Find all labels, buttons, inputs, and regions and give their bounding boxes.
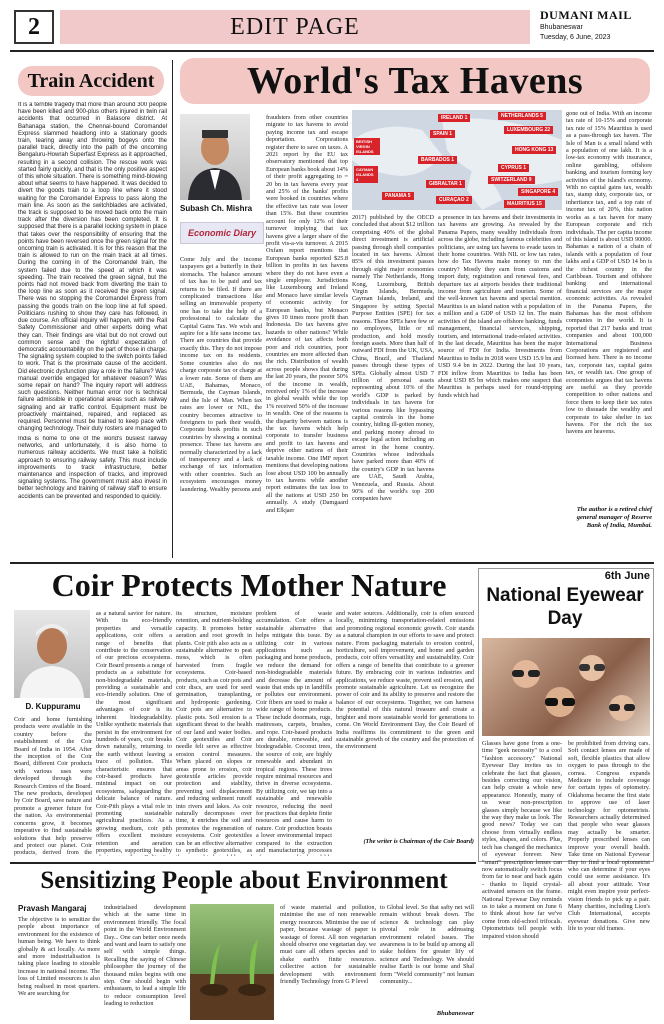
map-label-barbados: BARBADOS 1 bbox=[418, 156, 457, 164]
eyewear-date: 6th June bbox=[604, 570, 650, 582]
env-title-box bbox=[14, 864, 474, 898]
page-number: 2 bbox=[14, 10, 54, 44]
coir-title: Coir Protects Mother Nature bbox=[51, 566, 447, 603]
map-label-ireland: IRELAND 1 bbox=[438, 114, 470, 122]
column-divider bbox=[172, 60, 173, 558]
env-col-2: industrialised development which at the same time in environment friendly. The focal point in the World Environment Day... One can better once needs and want and learn to satisfy one self with simple things. Recalling the saying of Chinese philosopher the journey of the thousand miles begins with one step. One should begin with enthusiasm, to lead a simple life to reduce consumption level leading to reduction bbox=[104, 904, 186, 1008]
author-photo bbox=[180, 114, 250, 200]
tax-col-2: fraudsters from other countries migrate to tax havens to avoid paying income tax and escape deportation. Corporations register there to save on taxes. A 2021 report by the EU tax observatory mentioned that top European banks book about 14% of their profit aggregating to = 20 bn in tax havens every year and 25% of the banks' profits were booked in countries where the effective tax rate was lower than 15%. But these countries account for only 12% of their turnover implying that tax havens give a larger share of the profit vis-a-vis turnover. A 2015 Oxfam report mentions that European banks reported $25.8 billion in profits in tax havens where they do not have even a single employee. Jurisdictions like Luxembourg and Ireland and Monaco have similar levels of economic activity for European banks, but Monaco gives 10 times more profit than Indonesia. Do tax havens give hazards to other nations? While avoidance of tax affects both poor and rich countries, poor countries are more affected than the rich. Distribution of wealth across people shows that during the last 20 years, the poorer 50% of the income in wealth, received only 1% of the increase in global wealth while the top 1% received 50% of the increase in wealth. One of the reasons is the disparity between nations is the tax havens which help corporate to transfer business and profit to tax havens and deprive other nations of their taxable income. One IMF report mentions that developing nations lose about USD 100 bn annually to tax havens while another report estimates the tax loss to all the nations at USD 250 bn annually. A study (Damgaard and Elkjaer bbox=[266, 114, 348, 514]
coir-col-2: as a natural savior for nature. With its eco-friendly properties and versatile applications, coir offers a range of benefits that contribute to the conservation of our precious ecosystems. Coir Board presents a range of products as a substitute for non-biodegradable materials, providing a sustainable and eco-friendly solution. One of the most significant advantages of coir is its inherent biodegradability. Unlike synthetic materials that persist in the environment for hundreds of years, coir breaks down naturally, returning to the earth without leaving a trace of pollution. This characteristic ensures that coir-based products have minimal impact on our ecosystems, safeguarding the delicate balance of nature. Coir-Pith plays a vital role in promoting sustainable agricultural practices. As a growing medium, coir pith offers excellent moisture retention and aeration properties, supporting healthy bbox=[96, 610, 172, 854]
coir-author-photo bbox=[14, 610, 90, 698]
env-col-3: of waste material and pollution, minimise the use of non renewable energy resources. Minimise the use of paper, because wastage of paper is wastage of forest. All non vegetarian should observe one vegetarian day. we must care all others species and to shake earth's finite resources. collective action for sustainable development with environment friendly Technology from G P level bbox=[280, 904, 376, 986]
train-body-2: India is home to one of the world's busiest railway networks, and unfortunately, it is also home to numerous railway accidents. We must take a holistic approach to ensuring railway safety. This must include improvements to track infrastructure, better maintenance and inspection of tracks, and improved signaling systems. The government must also invest in better technology and training of railway staff to ensure accidents can be prevented and responded to quickly. bbox=[18, 436, 167, 500]
map-label-switzerland: SWITZERLAND 9 bbox=[488, 176, 535, 184]
eyewear-title: National Eyewear Day bbox=[486, 585, 644, 629]
train-body-1: It is a terrible tragedy that more than around 300 people have been killed and 900-plus others injured in twin rail accidents that occurred in Balasore district. At Bahanaga station, the Chennai-bound Coromandel Express slammed headlong into a stationary goods train, tearing away and throwing bogeys onto the parallel track, directly into the path of the oncoming Bengaluru-Howrah Superfast Express as it approached, resulting in a second collision. The rescue work was started fairly quickly, and that is the only positive aspect of this whole situation. There is something mind-blowing about what seems to have happened. It was decided to divert the goods train to a loop line where it stood waiting for the Coromandel Express to pass along the main line. As soon as the switchblades are activated, the track is supposed to be moved back onto the main track after the diversion has been completed. It is supposed that there is a parallel locking system in place that takes over the responsibility of ensuring that the points have been reversed once the green signal for the oncoming train is activated. It is for this reason that the train is allowed to run on the main track at all times. During the coming in of the Coromandel train, the system failed due to the speed at which it was speeding. The train received the green signal, but the points had not moved back from diverting the train to the loop line as soon as it received the green signal. There was no stopping the Coromandel Express from passing the goods train on the loop line at full speed. Politicians rushing to show they care has followed, in due course. An official inquiry will happen, with the Rail Safety Commissioner and other experts doing what they can. Their findings are vital but do not crowd out common sense and the rightful expectation of democratic accountability on the part of those in charge. The signaling system coupled to the switch points failed to work. That is the proximate cause of the accident. Did electronic dysfunction play a role in the failure? Was manual override engaged for whatever reason? Was some repair on hand? The inquiry report will address such questions. Neither human error nor is technical failure admissible in operational areas such as railway signaling and air traffic control. Equipment must be proactively maintained, repaired, and replaced as required. Personnel must be trained to keep pace with changing technology. Their duty rosters are managed to bbox=[18, 102, 167, 432]
map-label-bvi: BRITISH VIRGIN ISLANDS bbox=[354, 138, 380, 155]
coir-col-3: its structure, moisture retention, and nutrient-holding capacity. It promotes better aeration and root growth in plants. Coir pith also acts as a sustainable alternative to peat moss, which is often harvested from fragile ecosystems. Coir-based products, such as coir pots and coir discs, are used for seed germination, transplanting, and hydroponic gardening. Coir pots are alternative to plastic pots. Soil erosion is a significant threat to the health of our land and water bodies. Coir geotextiles and Coir needle felt serve as effective erosion control measures. When placed on slopes or areas prone to erosion, coir geotextile articles provide protection and stability, preventing soil displacement and reducing sediment runoff into rivers and lakes. As coir naturally decomposes over time, it enriches the soil and promotes the regeneration of ecosystems. Coir geotextiles can be an effective alternative to synthetic geotextiles, as bbox=[176, 610, 252, 854]
city: Bhubaneswar bbox=[540, 24, 583, 31]
paper-name: DUMANI MAIL bbox=[540, 8, 632, 22]
eyewear-col-2: be prohibited from driving cars. Soft contact lenses are made of soft, flexible plastics that allow oxygen to pass through to the cornea. Congress expands Medicare to include coverage for certain types of optometry. Oklahoma became the first state to approve use of laser technology for optometrists. Researchers actually determined that people who wear glasses may actually be smarter. Properly prescribed lenses can improve your overall health. Take time on National Eyewear Day to find a local optometrist who can determine if your eyes could use some assistance. It's all about your attitude. Your might even inspire your perfect-vision friends to pick up a pair. Many charities, including Lion's Club International, accepts eyewear donations. Give new life to your old frames. bbox=[568, 740, 650, 933]
coir-col-4: problem of waste accumulation. Coir offers a sustainable alternative that helps mitigate this issue. By utilizing coir in various applications such as packaging and home products, we reduce the demand for non-biodegradable materials and decrease the amount of waste that ends up in landfills or pollutes our environment. Coir fibers are used to make a wide range of home products. These include doormats, rugs, mattresses, carpets, brushes, and rope. Coir-based products are durable, renewable, and biodegradable. Coconut trees, the source of coir, are highly renewable and abundant in tropical regions. These trees require minimal resources and thrive in diverse ecosystems. By utilizing coir, we tap into a sustainable and renewable resource, reducing the need for practices that deplete finite resources and cause harm to nature. Coir production boasts a lower environmental impact compared to the extraction and manufacturing processes bbox=[256, 610, 332, 854]
section-title: EDIT PAGE bbox=[60, 10, 530, 44]
map-label-mauritius: MAURITIUS 15 bbox=[504, 200, 545, 208]
tax-author-note: The author is a retired chief general manager of Reserve Bank of India, Mumbai. bbox=[576, 506, 652, 529]
coir-col-5: and water sources. Additionally, coir is often sourced locally, minimizing transportation-related emissions and promoting regional economic growth. Coir stands as a natural champion in our efforts to save and protect nature. From packaging materials to erosion control, horticulture, soil improvement, and home and garden products, coir offers versatility and sustainability. Coir offers a range of benefits that contribute to a greener future. By embracing coir in various industries and applications, we reduce waste, prevent soil erosion, and promote sustainable agriculture. Let us recognize the power of coir and its ability to preserve and restore the balance of our ecosystems. Together, we can harness the potential of this natural treasure and create a brighter and more sustainable world for generations to come. On World Environment Day, the Coir Board of India reaffirms its commitment to the green and sustainable growth of the country and the protection of the environment bbox=[336, 610, 474, 751]
coir-title-box bbox=[14, 566, 484, 604]
map-label-curacao: CURAÇAO 2 bbox=[436, 196, 472, 204]
tax-col-4: a presence in tax havens and their investments in tax havens are growing. As revealed by the Panama Papers, many wealthy individuals from across the globe, including famous celebrities and politicians, are using tax havens to evade taxes in their home countries. With NIL or low tax rates, how do Tax Havens make money to run the country? Mostly they earn from customs and import duty, registration and renewal fees, and departure tax at airports besides their traditional income from agriculture and tourism. Some of the well-known tax havens and special mention. Mauritius is an island nation with a population of a million and a GDP of USD 12 bn. The main activities of the island are offshore banking, funds management, financial services, shipping, tourism, and international trade-related activities. In the last decade, Mauritius has been the major source of FDI for India. Investments from Mauritius to India in 2018 were USD 15.9 bn and USD 9.4 bn in 2022. During the last 10 years, FDI inflow from Mauritius to India has been about USD 85 bn which makes one suspect that Mauritius is perhaps used for round-tripping funds which had bbox=[438, 214, 562, 399]
header-rule bbox=[10, 50, 654, 52]
economic-diary-tag bbox=[180, 222, 264, 244]
eyewear-col-1: Glasses have gone from a one-time "geek necessity" to a cool "fashion accessory." National Eyewear Day invites us to celebrate the fact that glasses, besides correcting our vision, can help create a whole new appearance. Honestly, many of us wear non-prescription glasses simply because we like the way they make us look. The good news? Today we can choose from virtually endless styles, shapes, and colors. Plus, tech has changed the mechanics of eyewear forever. New "smart" prescription lenses can now automatically switch focus from far to near and back again - thanks to liquid crystal-activated sensors on the frame. National Eyewear Day reminds us to take a moment on June 6 to think about how far we've come from old-school trifocals. Optometrists tell people with impaired vision should bbox=[482, 740, 562, 940]
map-label-cayman: CAYMAN ISLANDS 4 bbox=[354, 166, 378, 183]
map-label-hong-kong: HONG KONG 13 bbox=[512, 146, 556, 154]
coir-author-note: (The writer is Chairman of the Coir Board) bbox=[363, 838, 474, 845]
eyewear-photo bbox=[482, 638, 650, 736]
tax-title-banner bbox=[180, 58, 650, 104]
train-title: Train Accident bbox=[27, 69, 155, 92]
map-label-luxembourg: LUXEMBOURG 22 bbox=[504, 126, 553, 134]
env-col-1: The objective is to sensitize the people about importance of environment for the existence of human being. We have to think globally & act locally. As more and more industrialisation is taking place leading to sizeable increase in national income. The loss of Limited resources is also being realised in most quarters. We are searching for bbox=[18, 916, 100, 998]
map-label-singapore: SINGAPORE 4 bbox=[518, 188, 558, 196]
coir-author-photo-art bbox=[14, 610, 90, 698]
env-col-4: to Global level. So that safty net will remain without break down. The science & technology can play pivotal role in addressing environment related issues. The awareness is to be build up among all stake holders for greater lify of science and Technology. We should realise Earth is our home and Shal form "World community" not human community... bbox=[380, 904, 474, 986]
date: Tuesday, 6 June, 2023 bbox=[540, 34, 611, 41]
tax-col-5: gone out of India. With an income tax rate of 10-15% and corporate tax rate of 15% Mauritius is used as a pass-through tax haven. The Isle of Man is a small island with a population of one lakh. It is a low-tax economy with insurance, online gambling, offshore banking, and tourism forming key activities of the island's economy. With no capital gains tax, wealth tax, stamp duty, corporate tax, or inheritance tax, and a top rate of income tax of 20%, this nation works as a tax haven for many European corporate and rich individuals. The per capita income of this island is about USD 90000. Bahamas a nation of a chain of islands with a population of four lakhs and a GDP of USD 14 bn is the richest country in the Caribbean. Tourism and offshore banking and international financial services are the major economic activities. As revealed in the Panama Papers, the Bahamas has the most offshore companies in the world. It is reported that 217 banks and trust companies and about 100,000 International Business Corporations are registered and licensed here. There is no income tax, corporate tax, capital gains tax, or wealth tax. One group of economists argues that tax havens are useful as they provide competition to other nations and force them to keep their tax rates low to dissuade the wealthy and corporate to take shelter in tax havens. For the rich the tax havens are heavens. bbox=[566, 110, 652, 436]
map-label-cyprus: CYPRUS 1 bbox=[498, 164, 529, 172]
map-label-panama: PANAMA 5 bbox=[382, 192, 414, 200]
map-label-gibraltar: GIBRALTAR 1 bbox=[426, 180, 465, 188]
tax-col-3: 2017) published by the OECD concluded that about $12 trillion comprising 40% of the global direct investment is artificial passing through shell companies located in tax havens. Almost 85% of this investment passes through eight major economies namely The Netherlands, Hong Kong, Luxemburg, British Virgin Islands, Bermuda, Cayman Islands, Ireland, and Singapore by setting Special Purpose Entities (SPE) for tax reasons. These SPEs have few or no employees, little or nil production, and hold mostly foreign assets. More than half of outward FDI from the UK, USA, China, Brazil, and Thailand passes through these types of SPEs. Globally almost USD 7 trillion of personal assets representing about 10% of the world's GDP is parked by individuals in tax havens for various reasons like bypassing capital controls in the home country, hiding ill-gotten money, and parking money abroad to escape legal action including an arrest in the home country. Countries whose individuals have parked more than 40% of the country's GDP in tax havens are UAE, Saudi Arabia, Venezuela, and Russia. About 90% of the world's top 200 companies have bbox=[352, 214, 434, 503]
coir-col-1: Coir and home furnishing products were available in the country before the establishment of the Coir Board of India in 1954. After the inception of the Coir Board, different Coir products with various uses were developed through the Research Centres of the Board. The new products, developed by Coir Board, save nature and promote a greener future for the nation. As environmental concerns grow, it becomes imperative to find sustainable solutions that help preserve and protect our planet. Coir products, derived from the bbox=[14, 716, 92, 856]
eyewear-photo-art bbox=[482, 638, 650, 736]
author-photo-art bbox=[180, 114, 250, 200]
tax-col-1: Come July and the income taxpayers get a butterfly in their stomachs. The balance amount of tax has to be paid and tax returns to be filed. If there are complicated transactions like selling an immovable property one has to take the help of a professional to calculate the Capital Gains Tax. We wish and aspire for a life sans income tax. There are countries that provide exactly this. They do not impose income tax on its residents. Some countries also do not charge corporate tax or charge at a lower rate. Some of them are UAE, Bahamas, Monaco, Bermuda, the Cayman Islands, and the Isle of Man. When tax rates are lower or NIL, the country becomes attractive to foreigners to park their wealth. Corporate book profits in such countries by showing a nominal presence. These tax havens are normally characterized by a lack of transparency and a lack of exchange of tax information with other countries. Such an ecosystem encourages money laundering. Wealthy persons and bbox=[180, 256, 262, 493]
coir-author: D. Kuppuramu bbox=[25, 702, 81, 711]
plant-photo-art bbox=[190, 904, 274, 1020]
env-dateline: Bhubaneswar bbox=[436, 1010, 474, 1017]
env-author: Pravash Mangaraj bbox=[18, 904, 87, 913]
map-label-spain: SPAIN 1 bbox=[430, 130, 455, 138]
plant-photo bbox=[190, 904, 274, 1020]
train-title-banner bbox=[18, 66, 164, 96]
tax-author: Subash Ch. Mishra bbox=[180, 204, 253, 213]
map-label-netherlands: NETHERLANDS 5 bbox=[498, 112, 546, 120]
masthead bbox=[540, 8, 658, 48]
economic-diary-label: Economic Diary bbox=[187, 228, 257, 238]
env-title: Sensitizing People about Environment bbox=[40, 867, 448, 894]
tax-haven-map bbox=[352, 110, 562, 210]
section-rule-1 bbox=[10, 562, 654, 564]
tax-title: World's Tax Havens bbox=[246, 60, 584, 102]
